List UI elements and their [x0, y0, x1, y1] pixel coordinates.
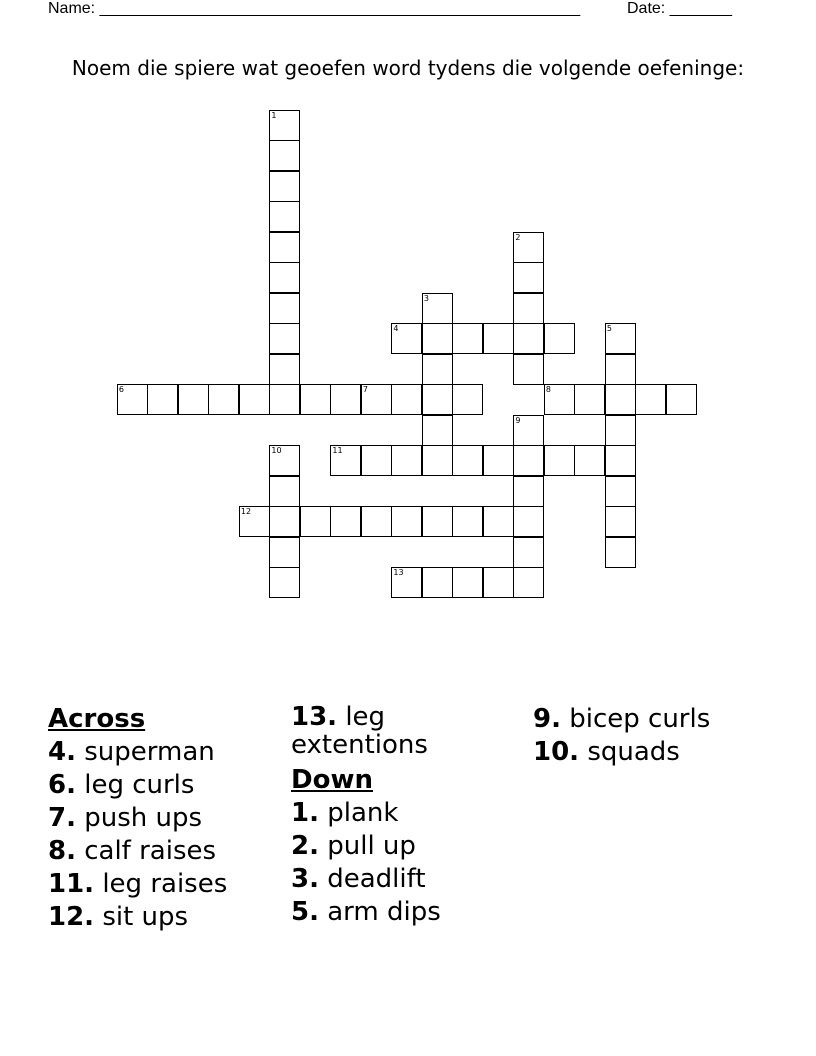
cell-number: 2 [515, 232, 521, 242]
crossword-cell[interactable] [239, 506, 270, 537]
crossword-cell[interactable] [422, 384, 453, 415]
crossword-cell[interactable] [483, 506, 514, 537]
crossword-cell[interactable] [605, 354, 636, 385]
crossword-cell[interactable] [605, 476, 636, 507]
crossword-cell[interactable] [178, 384, 209, 415]
clues-column-1 [48, 703, 278, 934]
cell-number: 6 [118, 385, 124, 395]
crossword-cell[interactable] [269, 140, 300, 171]
clue-across-13: 13. leg extentions [291, 702, 428, 760]
cell-number: 7 [362, 385, 368, 395]
crossword-cell[interactable] [208, 384, 239, 415]
crossword-cell[interactable] [544, 445, 575, 476]
clue-down-3: 3. deadlift [291, 864, 426, 894]
across-heading: Across [48, 704, 146, 734]
crossword-cell[interactable] [635, 384, 666, 415]
clue-across-11: 11. leg raises [48, 869, 228, 899]
crossword-cell[interactable] [269, 293, 300, 324]
crossword-cell[interactable] [452, 567, 483, 598]
date-field: Date: _______ [627, 0, 732, 17]
crossword-cell[interactable] [269, 110, 300, 141]
crossword-cell[interactable] [269, 323, 300, 354]
crossword-cell[interactable] [422, 354, 453, 385]
crossword-cell[interactable] [361, 384, 392, 415]
crossword-cell[interactable] [330, 506, 361, 537]
crossword-cell[interactable] [422, 506, 453, 537]
cell-number: 10 [271, 446, 282, 456]
crossword-cell[interactable] [452, 445, 483, 476]
crossword-cell[interactable] [300, 506, 331, 537]
crossword-cell[interactable] [269, 476, 300, 507]
crossword-cell[interactable] [330, 445, 361, 476]
crossword-cell[interactable] [391, 445, 422, 476]
cell-number: 5 [606, 324, 612, 334]
crossword-cell[interactable] [483, 445, 514, 476]
crossword-cell[interactable] [391, 506, 422, 537]
crossword-cell[interactable] [269, 354, 300, 385]
crossword-cell[interactable] [605, 384, 636, 415]
crossword-cell[interactable] [544, 384, 575, 415]
crossword-cell[interactable] [666, 384, 697, 415]
crossword-cell[interactable] [361, 506, 392, 537]
crossword-cell[interactable] [269, 445, 300, 476]
crossword-cell[interactable] [391, 323, 422, 354]
clue-across-8: 8. calf raises [48, 836, 217, 866]
crossword-cell[interactable] [269, 232, 300, 263]
clue-across-6: 6. leg curls [48, 770, 195, 800]
cell-number: 8 [545, 385, 551, 395]
crossword-cell[interactable] [513, 415, 544, 446]
cell-number: 3 [423, 293, 429, 303]
crossword-cell[interactable] [422, 415, 453, 446]
crossword-cell[interactable] [513, 567, 544, 598]
cell-number: 1 [271, 110, 277, 120]
crossword-cell[interactable] [269, 567, 300, 598]
clue-down-10: 10. squads [533, 737, 680, 767]
crossword-cell[interactable] [513, 445, 544, 476]
crossword-cell[interactable] [361, 445, 392, 476]
crossword-cell[interactable] [422, 293, 453, 324]
crossword-cell[interactable] [513, 232, 544, 263]
clues-column-2 [291, 703, 521, 929]
cell-number: 4 [393, 324, 399, 334]
crossword-cell[interactable] [147, 384, 178, 415]
crossword-cell[interactable] [391, 567, 422, 598]
clue-across-12: 12. sit ups [48, 902, 189, 932]
crossword-cell[interactable] [513, 354, 544, 385]
crossword-cell[interactable] [574, 384, 605, 415]
crossword-cell[interactable] [605, 415, 636, 446]
crossword-cell[interactable] [117, 384, 148, 415]
crossword-cell[interactable] [513, 323, 544, 354]
crossword-cell[interactable] [422, 323, 453, 354]
crossword-cell[interactable] [239, 384, 270, 415]
down-heading: Down [291, 765, 373, 795]
crossword-cell[interactable] [513, 262, 544, 293]
instructions-text: Noem die spiere wat geoefen word tydens die volgende oefeninge: [71, 56, 745, 80]
crossword-cell[interactable] [269, 201, 300, 232]
crossword-cell[interactable] [513, 293, 544, 324]
cell-number: 11 [332, 446, 343, 456]
clue-down-5: 5. arm dips [291, 897, 441, 927]
crossword-cell[interactable] [422, 445, 453, 476]
clue-down-9: 9. bicep curls [533, 704, 711, 734]
clue-across-7: 7. push ups [48, 803, 203, 833]
crossword-cell[interactable] [269, 506, 300, 537]
crossword-cell[interactable] [483, 567, 514, 598]
crossword-cell[interactable] [513, 506, 544, 537]
crossword-cell[interactable] [483, 323, 514, 354]
crossword-cell[interactable] [574, 445, 605, 476]
crossword-cell[interactable] [513, 537, 544, 568]
crossword-cell[interactable] [452, 506, 483, 537]
crossword-cell[interactable] [544, 323, 575, 354]
crossword-cell[interactable] [269, 537, 300, 568]
crossword-cell[interactable] [452, 384, 483, 415]
clue-across-4: 4. superman [48, 737, 215, 767]
clues-column-3 [533, 703, 793, 769]
crossword-cell[interactable] [452, 323, 483, 354]
crossword-cell[interactable] [330, 384, 361, 415]
cell-number: 9 [515, 415, 521, 425]
crossword-cell[interactable] [605, 445, 636, 476]
crossword-cell[interactable] [605, 537, 636, 568]
crossword-cell[interactable] [422, 567, 453, 598]
crossword-cell[interactable] [605, 506, 636, 537]
name-field: Name: ______________________________________________________ [48, 0, 581, 17]
clue-down-2: 2. pull up [291, 831, 416, 861]
cell-number: 13 [393, 568, 404, 578]
clue-down-1: 1. plank [291, 798, 399, 828]
crossword-cell[interactable] [513, 476, 544, 507]
crossword-cell[interactable] [605, 323, 636, 354]
crossword-cell[interactable] [269, 171, 300, 202]
crossword-cell[interactable] [391, 384, 422, 415]
crossword-cell[interactable] [300, 384, 331, 415]
crossword-cell[interactable] [269, 384, 300, 415]
crossword-cell[interactable] [269, 262, 300, 293]
cell-number: 12 [240, 507, 252, 517]
